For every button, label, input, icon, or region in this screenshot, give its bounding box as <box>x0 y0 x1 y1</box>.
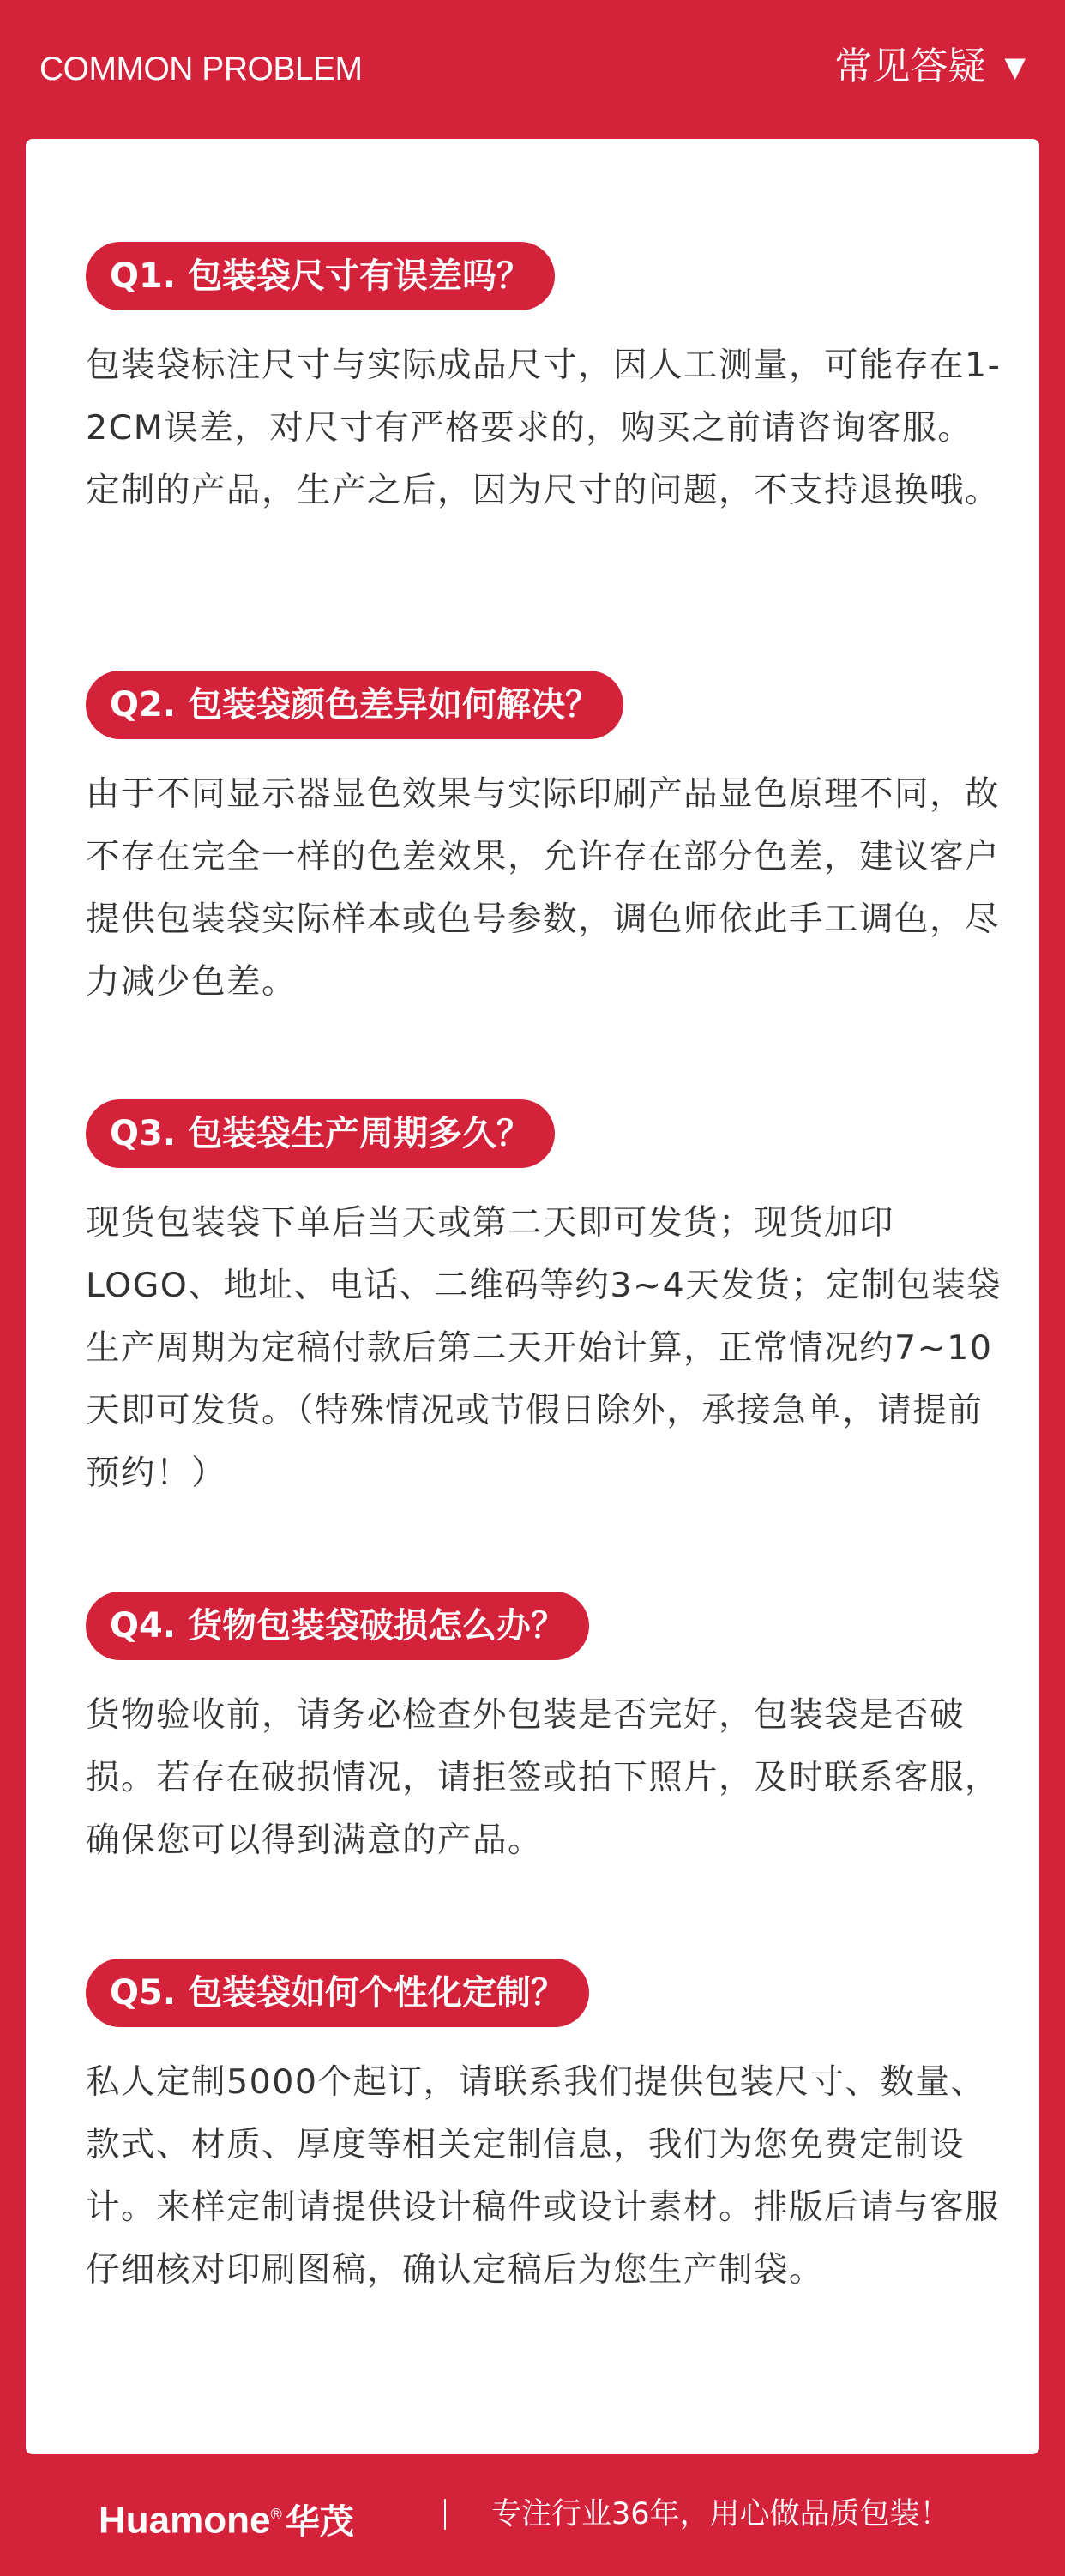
header <box>0 0 1065 137</box>
faq-item-4 <box>86 1592 1008 1872</box>
faq-answer-4: 货物验收前，请务必检查外包装是否完好，包装袋是否破损。若存在破损情况，请拒签或拍下照片，及时联系客服，确保您可以得到满意的产品。 <box>86 1695 1000 1860</box>
footer-slogan: 专注行业36年，用心做品质包装！ <box>491 2497 950 2531</box>
registered-mark: ® <box>270 2506 282 2523</box>
faq-item-3 <box>86 1099 1008 1505</box>
brand-name-cn: 华茂 <box>285 2501 354 2542</box>
faq-question-3: Q3. 包装袋生产周期多久？ <box>86 1099 555 1168</box>
footer <box>0 2454 1065 2576</box>
header-chinese-title: 常见答疑 <box>834 45 986 88</box>
footer-divider <box>444 2499 446 2530</box>
faq-answer-3: 现货包装袋下单后当天或第二天即可发货；现货加印LOGO、地址、电话、二维码等约3~4天发货；定制包装袋生产周期为定稿付款后第二天开始计算，正常情况约7~10天即可发货。（特殊情况或节假日除外，承接急单，请提前预约！） <box>86 1203 1002 1493</box>
faq-question-2: Q2. 包装袋颜色差异如何解决？ <box>86 671 623 739</box>
faq-question-5: Q5. 包装袋如何个性化定制？ <box>86 1959 589 2027</box>
faq-question-4: Q4. 货物包装袋破损怎么办？ <box>86 1592 589 1660</box>
faq-question-1: Q1. 包装袋尺寸有误差吗？ <box>86 242 555 310</box>
faq-answer-1: 包装袋标注尺寸与实际成品尺寸，因人工测量，可能存在1-2CM误差，对尺寸有严格要求的，购买之前请咨询客服。定制的产品，生产之后，因为尺寸的问题，不支持退换哦。 <box>86 346 1002 510</box>
faq-card <box>26 139 1039 2454</box>
faq-item-1 <box>86 242 1008 522</box>
brand-name-en: Huamone <box>99 2499 271 2542</box>
faq-item-2 <box>86 671 1008 1014</box>
brand-logo <box>99 2489 354 2548</box>
faq-answer-2: 由于不同显示器显色效果与实际印刷产品显色原理不同，故不存在完全一样的色差效果，允许存在部分色差，建议客户提供包装袋实际样本或色号参数，调色师依此手工调色，尽力减少色差。 <box>86 774 1000 1002</box>
header-english-title: COMMON PROBLEM <box>39 51 363 87</box>
header-dropdown[interactable] <box>834 41 1026 93</box>
faq-answer-5: 私人定制5000个起订，请联系我们提供包装尺寸、数量、款式、材质、厚度等相关定制信息，我们为您免费定制设计。来样定制请提供设计稿件或设计素材。排版后请与客服仔细核对印刷图稿，确认定稿后为您生产制袋。 <box>86 2062 1000 2290</box>
caret-down-icon: ▼ <box>1004 51 1026 83</box>
faq-item-5 <box>86 1959 1008 2302</box>
